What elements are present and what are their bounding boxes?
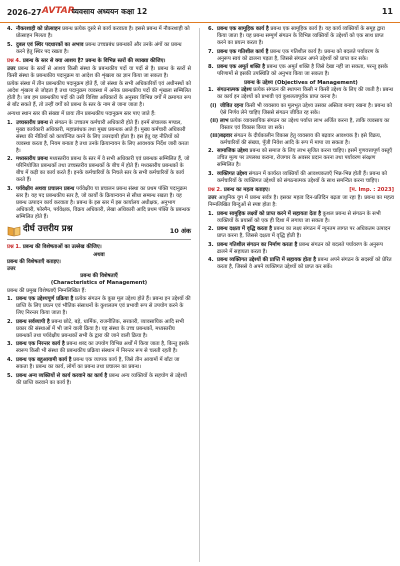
item-heading: दुबल एवं स्थिर पदधारकों का अभाव bbox=[16, 41, 84, 48]
list-item bbox=[7, 26, 191, 40]
list-item bbox=[208, 26, 394, 47]
item-number: 1. bbox=[208, 210, 214, 217]
sub-item bbox=[208, 133, 394, 147]
item-text: प्रत्येक संगठन के कुछ मूल उद्देश्य होते हैं। प्रबन्ध इन उद्देश्यों की प्राप्ति के लिए प्रयत्न एवं भौतिक संसाधनों के कुशलतम एवं प्रभावी रूप से उपयोग करने के लिए निरन्तर किया जाता है। bbox=[16, 296, 191, 317]
question-text: प्रबन्ध का महत्व बताइए। bbox=[222, 186, 270, 193]
alt-question: प्रबन्ध की विशेषताएँ बताइए। bbox=[7, 259, 61, 266]
paragraph: अन्यथा स्थान स्तर की संख्या में प्रायः तीन प्रबन्धकीय पदानुक्रम स्तर पाए जाते हैं: bbox=[7, 111, 156, 118]
list-item bbox=[208, 211, 394, 225]
question-2 bbox=[208, 187, 394, 194]
item-number: 2. bbox=[7, 318, 13, 325]
item-text: प्रबन्ध संगठन को बदलते पर्यावरण के अनुरूप ढालने में सहायता करता है। bbox=[217, 241, 384, 255]
item-number: 4. bbox=[7, 26, 13, 32]
section-title: दीर्घ उत्तरीय प्रश्न bbox=[23, 224, 73, 235]
item-number: 8. bbox=[208, 64, 214, 71]
item-heading: प्रबन्ध एक सामूहिक कार्य है bbox=[217, 26, 269, 32]
item-number: 4. bbox=[7, 356, 13, 363]
sub-text: किसी भी व्यवसाय का मूलभूत उद्देश्य उसका अस्तित्व बनाए रखना है। प्रबन्ध को ऐसे निर्णय लेने चाहिए जिससे संगठन जीवित रह सके। bbox=[220, 102, 392, 117]
list-item bbox=[7, 296, 191, 317]
item-heading: प्रबन्ध एक अमूर्त शक्ति है bbox=[217, 64, 266, 71]
sub-number: (i) bbox=[210, 102, 217, 109]
question-text: प्रबन्ध के स्तर से क्या आशय है? प्रबन्ध के विभिन्न स्तरों की व्याख्या कीजिए। bbox=[21, 57, 166, 64]
item-text: प्रबन्ध एक व्यापक कार्य है, जिसे तीन आयामों में बाँटा जा सकता है। प्रबन्ध का कार्य, लोगों का प्रबन्ध तथा प्रचालन का प्रबन्ध। bbox=[16, 356, 180, 370]
list-item bbox=[7, 186, 191, 221]
paragraph: प्रबन्ध की प्रमुख विशेषताएँ निम्नलिखित हैं: bbox=[7, 287, 87, 294]
sub-number: (iii) bbox=[210, 133, 221, 140]
item-text: प्रबन्ध शब्द का उपयोग विभिन्न अर्थों में किया जाता है, किन्तु इसके स्वरूप किसी भी संस्था की प्रबन्धकीय प्रक्रिया संस्थान में निरन्तर रूप से चलती रहती है। bbox=[16, 341, 189, 355]
item-number: 2. bbox=[208, 148, 214, 155]
item-heading: व्यक्तिगत उद्देश्य bbox=[217, 170, 248, 177]
list-item bbox=[7, 319, 191, 340]
item-text: प्रबन्ध प्रत्येक दूसरे से कार्य करवाता है। इससे प्रबन्ध में नौकरशाही को प्रोत्साहन मिलता है। bbox=[16, 26, 190, 40]
list-item bbox=[208, 87, 394, 101]
item-text: प्रबन्ध का लक्ष्य संगठन में न्यूनतम लागत पर अधिकतम उत्पादन प्राप्त करना है, जिससे दक्षता में वृद्धि होती है। bbox=[217, 226, 391, 240]
heading-text: प्रबन्ध के उद्देश्य bbox=[244, 80, 273, 87]
item-number: 3. bbox=[208, 241, 214, 248]
sub-number: (ii) bbox=[210, 118, 219, 125]
sub-heading: जीवित रहना bbox=[220, 102, 244, 109]
item-text: प्रबन्ध एक अमूर्त शक्ति है जिसे देखा नहीं जा सकता, परन्तु इसके परिणामों से इसकी उपस्थिति को अनुभव किया जा सकता है। bbox=[217, 64, 388, 78]
item-number: 2. bbox=[208, 226, 214, 233]
list-item bbox=[7, 373, 191, 387]
item-heading: प्रबन्ध व्यक्तिगत उद्देश्यों की प्राप्ति में सहायक होता है bbox=[217, 257, 317, 264]
item-text: प्रत्येक संगठन की स्थापना किसी न किसी उद्देश्य के लिए की जाती है। प्रबन्ध का कार्य इन उद्देश्यों को प्रभावी एवं कुशलतापूर्वक प्राप्त करना है। bbox=[217, 87, 394, 101]
item-text: संगठन में कार्यरत व्यक्तियों की आवश्यकताएँ भिन्न-भिन्न होती हैं। प्रबन्ध को कर्मचारियों के व्यक्तिगत उद्देश्यों को संगठनात्मक उद्देश्यों के साथ समन्वित करना चाहिए। bbox=[217, 170, 387, 184]
item-heading: प्रबन्ध सर्वव्यापी है bbox=[16, 318, 50, 325]
page-number: 11 bbox=[381, 7, 393, 16]
question-text: प्रबन्ध की विशेषताओं का उल्लेख कीजिए। bbox=[21, 244, 102, 251]
page-header bbox=[0, 0, 400, 23]
item-heading: प्रबन्ध एक निरन्तर कार्य है bbox=[16, 341, 65, 348]
question-label: प्रश्न 2. bbox=[208, 186, 223, 193]
answer-heading: प्रबन्ध की विशेषताएँ bbox=[80, 273, 118, 280]
question-1 bbox=[7, 244, 191, 251]
answer-text: आधुनिक युग में प्रबन्ध सर्वत्र है। इसका महत्व दिन-प्रतिदिन बढ़ता जा रहा है। प्रबन्ध का महत्व निम्नलिखित बिन्दुओं से स्पष्ट होता है: bbox=[208, 195, 394, 209]
answer-text: प्रबन्ध के स्तरों से आशय किसी संस्था के प्रबन्धकीय पदों या पदों से है। प्रबन्ध के स्तरों से किसी संस्था के प्रबन्धकीय पदानुक्रम या आदेश की शृंखला का ज्ञान किया जा सकता है। bbox=[7, 65, 191, 79]
item-heading: प्रबन्ध एक बहुआयामी कार्य है bbox=[16, 356, 72, 363]
list-item bbox=[7, 42, 191, 56]
item-number: 1. bbox=[7, 119, 13, 126]
book-icon bbox=[7, 225, 21, 237]
item-heading: नौकरशाही को प्रोत्साहन bbox=[16, 26, 61, 32]
item-text: प्रबन्ध अन्य व्यक्तियों के सहयोग से उद्देश्यों की प्राप्ति करवाने का कार्य है। bbox=[16, 372, 187, 386]
item-number: 1. bbox=[208, 87, 214, 94]
item-number: 3. bbox=[208, 170, 214, 177]
item-heading: प्रबन्ध सामूहिक लक्ष्यों को प्राप्त करने में सहायता देता है bbox=[217, 210, 321, 217]
section-header bbox=[7, 225, 191, 240]
item-text: मध्यस्तरीय प्रबन्ध के स्तर में वे सभी अधिकारी एवं प्रबन्धक सम्मिलित हैं, जो परिनियोजित प्रबन्धकों तथा उच्चस्तरीय प्रबन्धकों के बीच में होते हैं। मध्यस्तरीय प्रबन्धकों के बीच में कड़ी का कार्य करते हैं। इनके कर्मचारियों के निचले स्तर के सभी कर्मचारियों के कार्य करते हैं। bbox=[16, 156, 190, 184]
right-column bbox=[208, 26, 394, 273]
question-tag: [म. Imp. : 2023] bbox=[349, 186, 394, 193]
list-item bbox=[7, 156, 191, 184]
item-heading: प्रबन्ध एक उद्देश्यपूर्ण प्रक्रिया है bbox=[16, 296, 74, 303]
header-subject: व्यवसाय अध्ययन कक्षा 12 bbox=[72, 7, 148, 16]
answer-2 bbox=[208, 195, 394, 209]
item-heading: प्रबन्ध एक गतिशील कार्य है bbox=[217, 48, 269, 55]
item-number: 1. bbox=[7, 296, 13, 303]
item-heading: उच्चस्तरीय प्रबन्ध bbox=[16, 119, 48, 126]
answer-label: उत्तर bbox=[7, 266, 16, 273]
item-number: 5. bbox=[7, 372, 13, 379]
item-number: 4. bbox=[208, 257, 214, 264]
list-item bbox=[7, 341, 191, 355]
sub-heading: बढ़वार bbox=[220, 133, 233, 140]
item-number: 5. bbox=[7, 41, 13, 48]
list-item bbox=[208, 49, 394, 63]
item-number: 6. bbox=[208, 26, 214, 32]
item-number: 7. bbox=[208, 48, 214, 55]
answer-label: उत्तर bbox=[7, 65, 16, 72]
heading-text-en: (Objectives of Management) bbox=[274, 80, 358, 87]
item-text: प्रबन्ध अपने संगठन के सदस्यों को प्रेरित करता है, जिससे वे अपने व्यक्तिगत उद्देश्यों को प्राप्त कर सकें। bbox=[217, 257, 392, 271]
item-text: प्रबन्ध एक सामूहिक कार्य है। यह कार्य व्यक्तियों के समूह द्वारा किया जाता है। यह प्रबन्ध सम्पूर्ण संगठन के विभिन्न व्यक्तियों के उद्देश्यों को एक साथ प्राप्त करने का प्रयत्न करता है। bbox=[217, 26, 385, 47]
item-text: पर्यवेक्षीय या प्रचालन प्रबन्ध संस्था का प्रथम पंक्ति पदानुक्रम स्तर है। यह पद प्रबन्धकीय स्तर है, जो कार्यों के क्रियान्वयन से सीधा सम्बन्ध रखता है। यह प्रबन्ध उत्पादन कार्य करवाता है। प्रबन्ध के इस स्तर में इस कार्यालय अधीक्षक, अनुभाग अधिकारी, फोरमैन, पर्यवेक्षक, विक्रय अधिकारी, लेखा अधिकारी आदि प्रथम पंक्ति के प्रबन्धक सम्मिलित होते हैं। bbox=[16, 185, 191, 221]
list-item bbox=[208, 148, 394, 169]
item-text: प्रबन्ध एक गतिशील कार्य है। प्रबन्ध को बदलते पर्यावरण के अनुरूप स्वयं को ढालना पड़ता है, जिससे संगठन अपने उद्देश्यों को प्राप्त कर सके। bbox=[217, 48, 379, 62]
sub-text: संगठन के दीर्घकालीन विकास हेतु व्यवसाय की बढ़वार आवश्यक है। इसे विक्रय, कर्मचारियों की संख्या, पूँजी निवेश आदि के रूप में मापा जा सकता है। bbox=[220, 133, 382, 147]
item-heading: प्रबन्ध गतिशील संगठन का निर्माण करता है bbox=[217, 241, 298, 248]
list-item bbox=[7, 357, 191, 371]
sub-item bbox=[208, 118, 394, 132]
list-item bbox=[208, 64, 394, 78]
header-year: 2026-27 bbox=[7, 8, 42, 17]
item-heading: संगठनात्मक उद्देश्य bbox=[217, 87, 252, 94]
answer-label: उत्तर bbox=[208, 195, 217, 202]
column-divider bbox=[199, 28, 200, 562]
item-number: 3. bbox=[7, 185, 13, 192]
section-marks: 10 अंक bbox=[169, 227, 191, 236]
list-item bbox=[7, 120, 191, 155]
alt-label: अथवा bbox=[93, 252, 105, 259]
item-heading: सामाजिक उद्देश्य bbox=[217, 148, 248, 155]
item-number: 2. bbox=[7, 156, 13, 163]
list-item bbox=[208, 242, 394, 256]
sub-text: प्रत्येक व्यावसायिक संगठन का उद्देश्य पर्याप्त लाभ अर्जित करना है, ताकि व्यवसाय का विस्तार एवं विकास किया जा सके। bbox=[220, 118, 390, 132]
answer-heading-en: (Characteristics of Management) bbox=[50, 280, 148, 287]
list-item bbox=[208, 226, 394, 240]
sub-heading: लाभ bbox=[220, 118, 229, 125]
item-text: प्रबन्ध छोटे, बड़े, धार्मिक, राजनीतिक, सरकारी, व्यावसायिक आदि सभी प्रकार की संस्थाओं में भी जाने वाली क्रिया है। यह संस्था के उच्च प्रबन्धकों, मध्यस्तरीय प्रबन्धकों तथा पर्यवेक्षीय प्रबन्धकों सभी के द्वारा की जाने वाली क्रिया है। bbox=[16, 318, 184, 339]
list-item bbox=[208, 171, 394, 185]
item-heading: पर्यवेक्षीय अथवा प्रचालन प्रबन्ध bbox=[16, 185, 75, 192]
item-heading: प्रबन्ध अन्य व्यक्तियों से कार्य करवाने का कार्य है bbox=[16, 372, 108, 379]
item-text: प्रबन्ध को समाज के लिए लाभ सृजित करना चाहिए। इसमें गुणवत्तापूर्ण वस्तुएँ उचित मूल्य पर उपलब्ध कराना, रोजगार के अवसर प्रदान करना तथा पर्यावरण संरक्षण सम्मिलित है। bbox=[217, 148, 393, 169]
list-item bbox=[208, 257, 394, 271]
answer-4 bbox=[7, 66, 191, 80]
item-number: 3. bbox=[7, 341, 13, 348]
item-heading: प्रबन्ध दक्षता में वृद्धि करता है bbox=[217, 226, 272, 233]
item-text: प्रबन्ध उच्चप्रबंध प्रबन्धकों और उनके अंगों का प्रबन्ध करने हेतु स्थिर पद रखता है। bbox=[16, 41, 182, 55]
item-heading: मध्यस्तरीय प्रबन्ध bbox=[16, 156, 48, 163]
question-label: प्रश्न 4. bbox=[7, 57, 22, 64]
sub-item bbox=[208, 103, 394, 117]
question-4 bbox=[7, 58, 191, 65]
item-text: से संगठन के उच्चतम कर्मचारी अधिकारी होते हैं। इनमें संचालक मण्डल, मुख्य कार्यकारी अधिकारी, महाप्रबंधक तथा मुख्य प्रबन्धक आते हैं। मुख्य कर्मचारी अधिकारी संस्था की नीतियों को कार्यान्वित करने के लिए उत्तरदायी होता है। इस हेतु वह नीतियों को व्यवस्था करता है, नियम बनाता है तथा उनके क्रियान्वयन के लिए आवश्यक निर्देश जारी करता है। bbox=[16, 119, 189, 154]
question-label: प्रश्न 1. bbox=[7, 244, 22, 251]
left-column bbox=[7, 26, 191, 388]
brand-logo: AVTAR bbox=[42, 6, 75, 16]
paragraph: प्रत्येक संस्था में तीन प्रबन्धकीय पदानुक्रम होते हैं, जो संस्था के सभी अधिकारियों एवं अधीनस्थों को आदेश शृंखला से जोड़ता है तथा पदानुक्रम व्यवस्था में अनेक प्रबन्धकीय पदों की शृंखला सम्मिलित होती है। जब हम प्रबन्धकीय पदों की उसी विशिष्ट अधिकारों के अनुसार विभिन्न वर्गों में क्रमागत रूप से बाँट सकते हैं, तो उन्हीं वर्गों को प्रबन्ध के स्तर के नाम से जाना जाता है। bbox=[7, 81, 191, 109]
item-text: कुशल प्रबन्ध से संगठन के सभी व्यक्तियों के प्रयासों को एक ही दिशा में लगाया जा सकता है। bbox=[217, 210, 381, 224]
